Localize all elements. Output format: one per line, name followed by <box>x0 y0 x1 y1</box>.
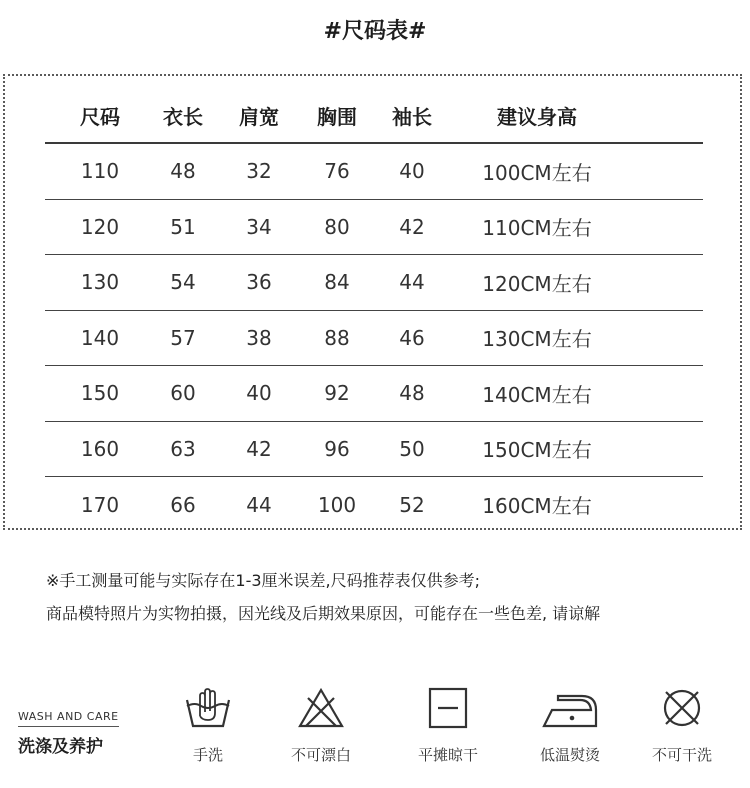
cell-size: 120 <box>80 214 120 239</box>
cell-sleeve: 50 <box>399 436 425 461</box>
cell-chest: 84 <box>324 270 350 295</box>
wash-care-heading-en: WASH AND CARE <box>18 710 119 727</box>
cell-shoulder: 44 <box>246 492 272 517</box>
size-table <box>45 88 703 533</box>
cell-chest: 100 <box>317 492 357 517</box>
cell-length: 48 <box>170 159 196 184</box>
care-item-hand-wash <box>153 686 263 765</box>
care-label-no-bleach: 不可漂白 <box>290 746 351 764</box>
cell-length: 57 <box>170 325 196 350</box>
cell-shoulder: 40 <box>246 381 272 406</box>
header-length: 衣长 <box>163 104 203 129</box>
cell-size: 150 <box>80 381 120 406</box>
header-size: 尺码 <box>80 104 120 129</box>
care-item-low-iron <box>515 686 625 765</box>
header-shoulder: 肩宽 <box>239 104 279 129</box>
table-row <box>45 200 703 256</box>
cell-height: 120CM左右 <box>482 271 592 296</box>
care-item-no-dry-clean <box>627 686 737 765</box>
cell-length: 51 <box>170 214 196 239</box>
cell-sleeve: 52 <box>399 492 425 517</box>
cell-chest: 88 <box>324 325 350 350</box>
table-row <box>45 422 703 478</box>
cell-sleeve: 40 <box>399 159 425 184</box>
cell-chest: 92 <box>324 381 350 406</box>
measurement-note: ※手工测量可能与实际存在1-3厘米误差,尺码推荐表仅供参考; <box>46 571 481 590</box>
cell-height: 160CM左右 <box>482 494 592 519</box>
page-title: #尺码表# <box>323 19 427 44</box>
care-label-flat-dry: 平摊晾干 <box>417 746 478 764</box>
cell-height: 150CM左右 <box>482 438 592 463</box>
cell-height: 130CM左右 <box>482 327 592 352</box>
cell-sleeve: 44 <box>399 270 425 295</box>
table-row <box>45 366 703 422</box>
cell-chest: 76 <box>324 159 350 184</box>
cell-size: 130 <box>80 270 120 295</box>
cell-size: 170 <box>80 492 120 517</box>
hand-wash-icon <box>183 686 233 730</box>
cell-size: 110 <box>80 159 120 184</box>
cell-length: 54 <box>170 270 196 295</box>
cell-shoulder: 34 <box>246 214 272 239</box>
table-header-row <box>45 88 703 144</box>
care-label-hand-wash: 手洗 <box>192 746 223 764</box>
wash-care-heading-cn: 洗涤及养护 <box>18 737 103 757</box>
cell-height: 100CM左右 <box>482 160 592 185</box>
cell-height: 110CM左右 <box>482 216 592 241</box>
cell-length: 66 <box>170 492 196 517</box>
cell-shoulder: 36 <box>246 270 272 295</box>
care-item-flat-dry <box>393 686 503 765</box>
cell-height: 140CM左右 <box>482 382 592 407</box>
cell-chest: 80 <box>324 214 350 239</box>
table-row <box>45 311 703 367</box>
no-bleach-icon <box>296 686 346 730</box>
cell-sleeve: 48 <box>399 381 425 406</box>
table-row <box>45 144 703 200</box>
cell-sleeve: 42 <box>399 214 425 239</box>
care-item-no-bleach <box>266 686 376 765</box>
color-note: 商品模特照片为实物拍摄，因光线及后期效果原因，可能存在一些色差, 请谅解 <box>46 604 601 623</box>
no-dry-clean-icon <box>657 686 707 730</box>
care-label-no-dry-clean: 不可干洗 <box>651 746 712 764</box>
care-label-low-iron: 低温熨烫 <box>539 746 600 764</box>
header-chest: 胸围 <box>317 104 357 129</box>
flat-dry-icon <box>423 686 473 730</box>
table-row <box>45 477 703 533</box>
low-iron-icon <box>540 686 600 730</box>
cell-shoulder: 32 <box>246 159 272 184</box>
header-height: 建议身高 <box>497 104 577 129</box>
cell-size: 140 <box>80 325 120 350</box>
cell-length: 60 <box>170 381 196 406</box>
cell-sleeve: 46 <box>399 325 425 350</box>
cell-size: 160 <box>80 436 120 461</box>
header-sleeve: 袖长 <box>392 104 432 129</box>
cell-shoulder: 42 <box>246 436 272 461</box>
cell-length: 63 <box>170 436 196 461</box>
cell-shoulder: 38 <box>246 325 272 350</box>
cell-chest: 96 <box>324 436 350 461</box>
table-row <box>45 255 703 311</box>
